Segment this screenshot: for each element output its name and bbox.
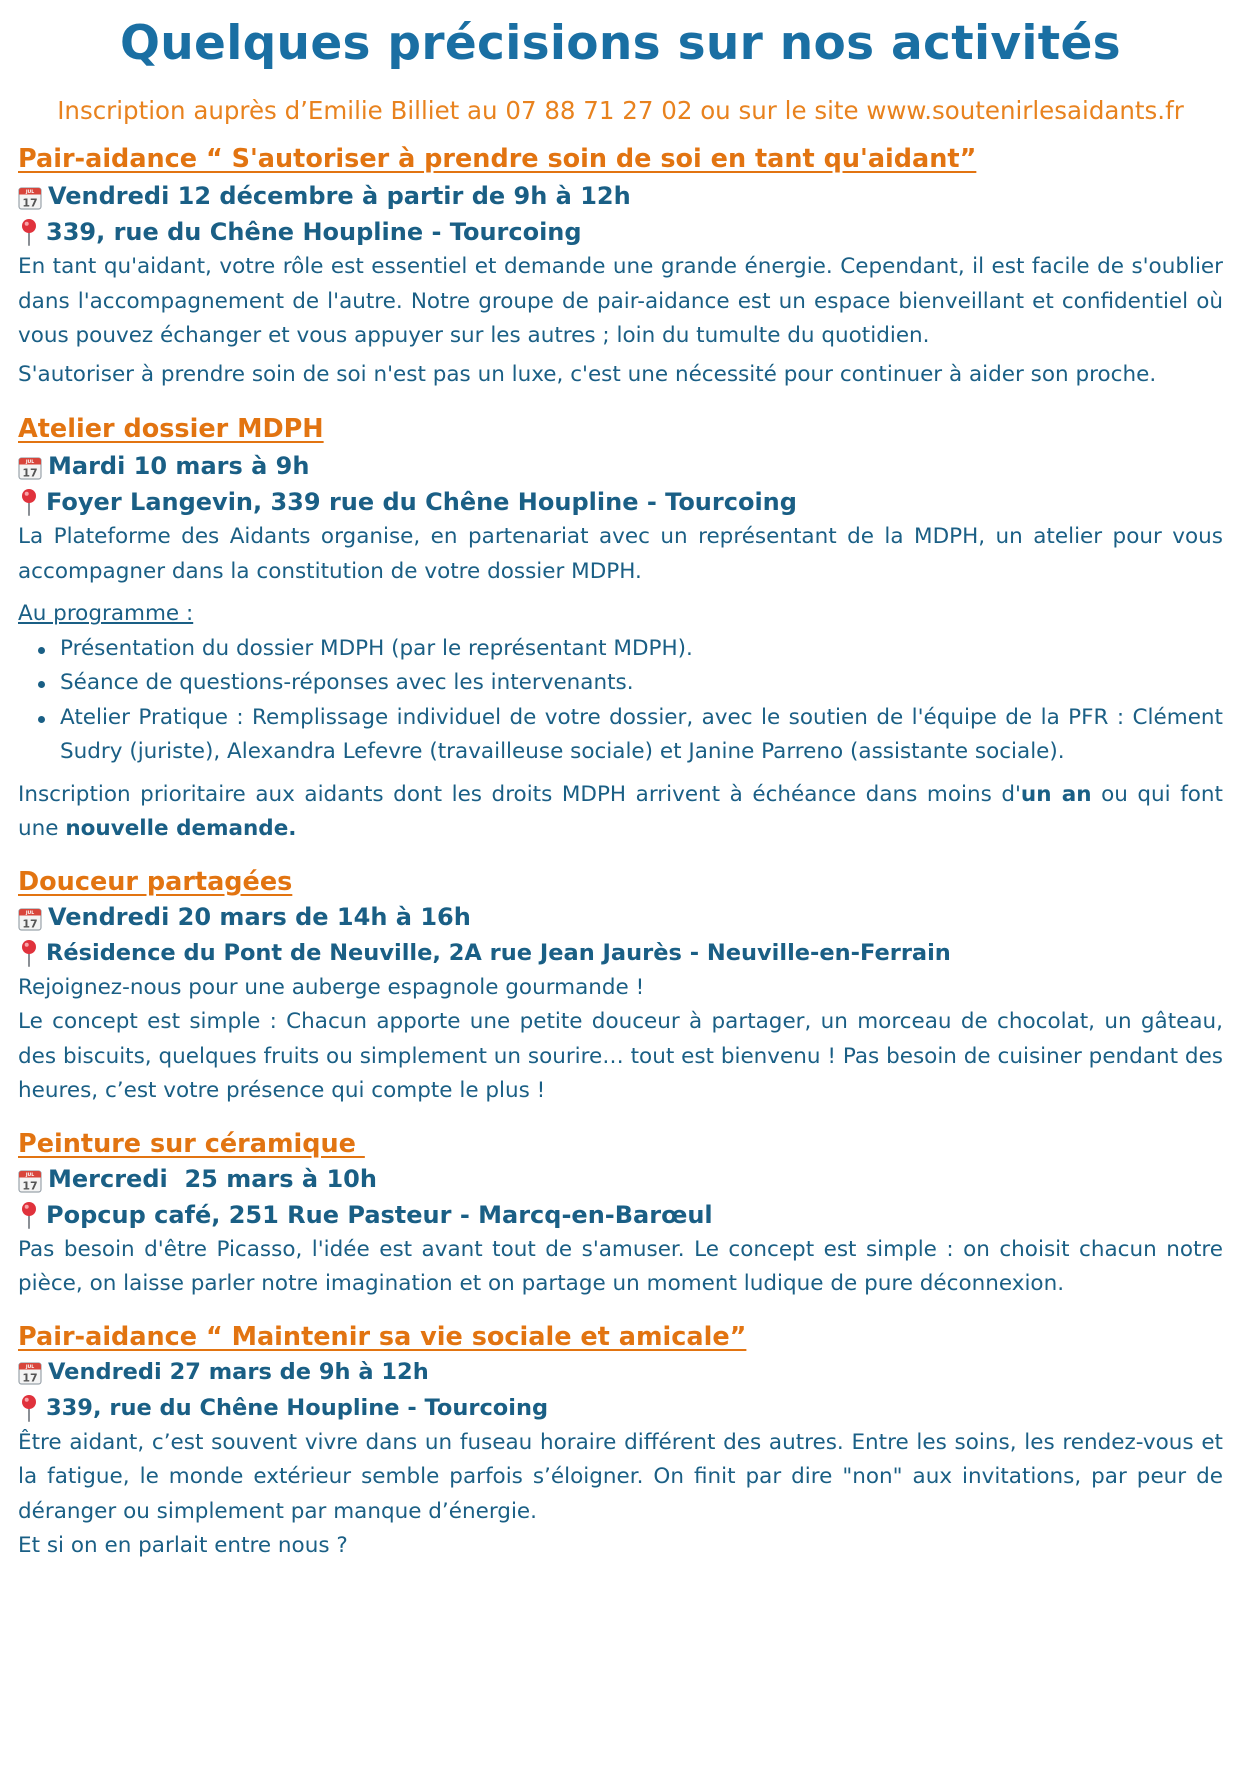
activity-date [18, 1161, 1223, 1197]
pin-icon [18, 218, 40, 246]
activity-description: Et si on en parlait entre nous ? [18, 1533, 348, 1558]
activity-description: Être aidant, c’est souvent vivre dans un fuseau horaire différent des autres. Entre les soins, les rendez-vous et la fatigue, le monde extérieur semble parfois s’éloigner. On finit par dire "non" aux invitations, par peur de déranger ou simplement par manque d’énergie. [18, 1429, 1223, 1524]
pin-icon [18, 939, 40, 967]
activity-description: La Plateforme des Aidants organise, en partenariat avec un représentant de la MDPH, un atelier pour vous accompagner dans la constitution de votre dossier MDPH. [18, 524, 1223, 584]
pin-icon [18, 1201, 40, 1229]
activity-title: Atelier dossier MDPH [18, 414, 324, 444]
activity-description: S'autoriser à prendre soin de soi n'est pas un luxe, c'est une nécessité pour continuer à aider son proche. [18, 361, 1157, 387]
calendar-icon [18, 1167, 42, 1191]
date-text: Mardi 10 mars à 9h [48, 452, 310, 480]
date-text: Vendredi 27 mars de 9h à 12h [48, 1358, 429, 1385]
pin-icon [18, 488, 40, 516]
activity-place [18, 1197, 1223, 1233]
place-text: Foyer Langevin, 339 rue du Chêne Houpline - Tourcoing [46, 488, 797, 516]
calendar-icon [18, 184, 42, 208]
activity-place [18, 214, 1223, 250]
place-text: 339, rue du Chêne Houpline - Tourcoing [46, 1394, 549, 1421]
note-emphasis: nouvelle demande. [65, 816, 297, 841]
activity-place [18, 484, 1223, 520]
pin-icon [18, 1394, 40, 1422]
place-text: 339, rue du Chêne Houpline - Tourcoing [46, 218, 582, 246]
activity-section [18, 1127, 1223, 1302]
priority-note [18, 778, 1223, 847]
note-text: Inscription prioritaire aux aidants dont les droits MDPH arrivent à échéance dans moins d' [18, 781, 1021, 807]
activity-title: Peinture sur céramique [18, 1128, 365, 1159]
list-item: Atelier Pratique : Remplissage individuel de votre dossier, avec le soutien de l'équipe de la PFR : Clément Sudry (juriste), Alexandra Lefevre (travailleuse sociale) et Janine Parreno (assistante sociale). [60, 701, 1223, 770]
calendar-icon [18, 454, 42, 478]
activity-description: Le concept est simple : Chacun apporte une petite douceur à partager, un morceau de chocolat, un gâteau, des biscuits, quelques fruits ou simplement un sourire… tout est bienvenu ! Pas besoin de cuisiner pendant des heures, c’est votre présence qui compte le plus ! [18, 1009, 1223, 1103]
date-text: Vendredi 20 mars de 14h à 16h [48, 902, 471, 931]
activity-description: Pas besoin d'être Picasso, l'idée est avant tout de s'amuser. Le concept est simple : on choisit chacun notre pièce, on laisse parler notre imagination et on partage un moment ludique de pure déconnexion. [18, 1236, 1223, 1296]
activity-section [18, 865, 1223, 1109]
activity-date [18, 178, 1223, 214]
registration-info: Inscription auprès d’Emilie Billiet au 07 88 71 27 02 ou sur le site www.soutenirlesaidants.fr [57, 96, 1184, 125]
activity-date [18, 899, 1223, 935]
activity-section [18, 1320, 1223, 1564]
place-text: Résidence du Pont de Neuville, 2A rue Jean Jaurès - Neuville-en-Ferrain [46, 939, 951, 966]
calendar-icon [18, 905, 42, 929]
program-label: Au programme : [18, 601, 194, 626]
activity-title: Pair-aidance “ S'autoriser à prendre soin de soi en tant qu'aidant” [18, 144, 977, 174]
note-emphasis: un an [1020, 781, 1092, 807]
activity-place [18, 1390, 1223, 1426]
activity-description: En tant qu'aidant, votre rôle est essentiel et demande une grande énergie. Cependant, il est facile de s'oublier dans l'accompagnement de l'autre. Notre groupe de pair-aidance est un espace bienveillant et confidentiel où vous pouvez échanger et vous appuyer sur les autres ; loin du tumulte du quotidien. [18, 254, 1223, 348]
flyer-page [0, 14, 1241, 1769]
activity-place [18, 935, 1223, 971]
calendar-icon [18, 1360, 42, 1384]
activity-date [18, 1354, 1223, 1390]
activity-section [18, 412, 1223, 847]
activity-description: Rejoignez-nous pour une auberge espagnole gourmande ! [18, 974, 645, 1000]
activity-section [18, 142, 1223, 392]
activity-title: Douceur partagées [18, 866, 293, 897]
date-text: Vendredi 12 décembre à partir de 9h à 12h [48, 182, 631, 210]
note-text: ou qui font une [18, 781, 1223, 841]
program-list [18, 632, 1223, 770]
activity-date [18, 448, 1223, 484]
page-title: Quelques précisions sur nos activités [120, 16, 1121, 71]
activity-title: Pair-aidance “ Maintenir sa vie sociale et amicale” [18, 1321, 747, 1352]
list-item: Présentation du dossier MDPH (par le représentant MDPH). [60, 632, 1223, 667]
place-text: Popcup café, 251 Rue Pasteur - Marcq-en-Barœul [46, 1200, 713, 1229]
date-text: Mercredi 25 mars à 10h [48, 1164, 377, 1193]
list-item: Séance de questions-réponses avec les intervenants. [60, 666, 1223, 701]
